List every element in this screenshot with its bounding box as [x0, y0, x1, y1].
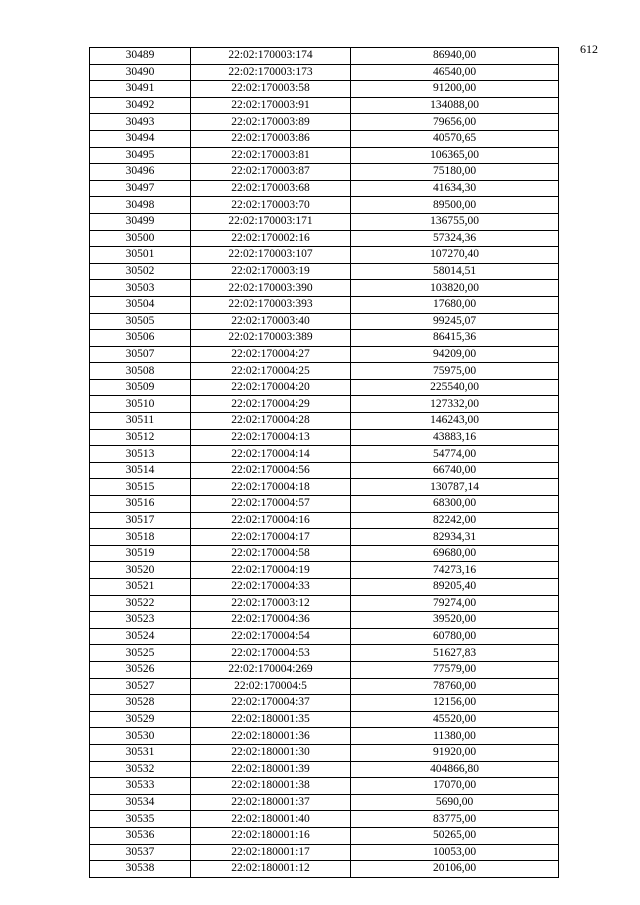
row-number-cell: 30490: [90, 64, 191, 81]
row-number-cell: 30520: [90, 562, 191, 579]
cadastral-number-cell: 22:02:170003:171: [191, 213, 351, 230]
table-row: [90, 761, 559, 778]
table-row: [90, 545, 559, 562]
row-number-cell: 30533: [90, 778, 191, 795]
row-number-cell: 30518: [90, 529, 191, 546]
cadastral-number-cell: 22:02:180001:16: [191, 827, 351, 844]
value-cell: 78760,00: [351, 678, 559, 695]
table-row: [90, 114, 559, 131]
value-cell: 75975,00: [351, 363, 559, 380]
value-cell: 57324,36: [351, 230, 559, 247]
row-number-cell: 30523: [90, 612, 191, 629]
value-cell: 66740,00: [351, 462, 559, 479]
cadastral-number-cell: 22:02:170003:174: [191, 48, 351, 65]
row-number-cell: 30499: [90, 213, 191, 230]
cadastral-number-cell: 22:02:170004:269: [191, 661, 351, 678]
row-number-cell: 30509: [90, 379, 191, 396]
cadastral-number-cell: 22:02:170003:389: [191, 330, 351, 347]
row-number-cell: 30537: [90, 844, 191, 861]
cadastral-number-cell: 22:02:180001:35: [191, 711, 351, 728]
row-number-cell: 30527: [90, 678, 191, 695]
cadastral-number-cell: 22:02:170003:91: [191, 97, 351, 114]
cadastral-number-cell: 22:02:170004:58: [191, 545, 351, 562]
cadastral-value-table: [89, 47, 559, 878]
cadastral-number-cell: 22:02:170003:390: [191, 280, 351, 297]
value-cell: 5690,00: [351, 794, 559, 811]
value-cell: 43883,16: [351, 429, 559, 446]
cadastral-number-cell: 22:02:170004:36: [191, 612, 351, 629]
value-cell: 82242,00: [351, 512, 559, 529]
cadastral-number-cell: 22:02:170003:107: [191, 247, 351, 264]
cadastral-number-cell: 22:02:170003:68: [191, 180, 351, 197]
row-number-cell: 30489: [90, 48, 191, 65]
row-number-cell: 30534: [90, 794, 191, 811]
cadastral-number-cell: 22:02:170004:53: [191, 645, 351, 662]
value-cell: 146243,00: [351, 413, 559, 430]
value-cell: 74273,16: [351, 562, 559, 579]
value-cell: 39520,00: [351, 612, 559, 629]
table-row: [90, 827, 559, 844]
cadastral-number-cell: 22:02:180001:17: [191, 844, 351, 861]
value-cell: 99245,07: [351, 313, 559, 330]
table-row: [90, 612, 559, 629]
cadastral-number-cell: 22:02:170004:20: [191, 379, 351, 396]
row-number-cell: 30517: [90, 512, 191, 529]
table-row: [90, 396, 559, 413]
value-cell: 91920,00: [351, 744, 559, 761]
cadastral-number-cell: 22:02:170004:19: [191, 562, 351, 579]
cadastral-number-cell: 22:02:170003:89: [191, 114, 351, 131]
table-row: [90, 346, 559, 363]
row-number-cell: 30516: [90, 496, 191, 513]
table-row: [90, 48, 559, 65]
row-number-cell: 30530: [90, 728, 191, 745]
value-cell: 79274,00: [351, 595, 559, 612]
cadastral-number-cell: 22:02:170004:5: [191, 678, 351, 695]
table-row: [90, 280, 559, 297]
cadastral-number-cell: 22:02:170004:17: [191, 529, 351, 546]
table-row: [90, 180, 559, 197]
table-row: [90, 429, 559, 446]
table-row: [90, 861, 559, 878]
value-cell: 225540,00: [351, 379, 559, 396]
value-cell: 58014,51: [351, 263, 559, 280]
row-number-cell: 30525: [90, 645, 191, 662]
cadastral-number-cell: 22:02:170002:16: [191, 230, 351, 247]
table-row: [90, 579, 559, 596]
cadastral-number-cell: 22:02:170004:13: [191, 429, 351, 446]
table-row: [90, 661, 559, 678]
row-number-cell: 30515: [90, 479, 191, 496]
cadastral-number-cell: 22:02:180001:36: [191, 728, 351, 745]
value-cell: 107270,40: [351, 247, 559, 264]
table-row: [90, 263, 559, 280]
table-row: [90, 147, 559, 164]
table-row: [90, 811, 559, 828]
cadastral-number-cell: 22:02:170004:28: [191, 413, 351, 430]
table-row: [90, 296, 559, 313]
value-cell: 77579,00: [351, 661, 559, 678]
value-cell: 89205,40: [351, 579, 559, 596]
value-cell: 130787,14: [351, 479, 559, 496]
value-cell: 54774,00: [351, 446, 559, 463]
table-row: [90, 562, 559, 579]
cadastral-number-cell: 22:02:170003:58: [191, 81, 351, 98]
row-number-cell: 30536: [90, 827, 191, 844]
row-number-cell: 30535: [90, 811, 191, 828]
cadastral-number-cell: 22:02:180001:38: [191, 778, 351, 795]
value-cell: 45520,00: [351, 711, 559, 728]
table-row: [90, 230, 559, 247]
table-row: [90, 130, 559, 147]
cadastral-number-cell: 22:02:180001:40: [191, 811, 351, 828]
value-cell: 20106,00: [351, 861, 559, 878]
cadastral-number-cell: 22:02:170004:57: [191, 496, 351, 513]
cadastral-number-cell: 22:02:170003:86: [191, 130, 351, 147]
value-cell: 46540,00: [351, 64, 559, 81]
value-cell: 75180,00: [351, 164, 559, 181]
table-row: [90, 81, 559, 98]
row-number-cell: 30493: [90, 114, 191, 131]
row-number-cell: 30507: [90, 346, 191, 363]
table-row: [90, 628, 559, 645]
row-number-cell: 30504: [90, 296, 191, 313]
value-cell: 17070,00: [351, 778, 559, 795]
cadastral-number-cell: 22:02:180001:37: [191, 794, 351, 811]
cadastral-number-cell: 22:02:170004:14: [191, 446, 351, 463]
page-number: 612: [580, 42, 598, 56]
value-cell: 60780,00: [351, 628, 559, 645]
value-cell: 127332,00: [351, 396, 559, 413]
row-number-cell: 30538: [90, 861, 191, 878]
row-number-cell: 30514: [90, 462, 191, 479]
value-cell: 51627,83: [351, 645, 559, 662]
row-number-cell: 30495: [90, 147, 191, 164]
cadastral-number-cell: 22:02:170004:25: [191, 363, 351, 380]
table-row: [90, 794, 559, 811]
table-row: [90, 247, 559, 264]
row-number-cell: 30512: [90, 429, 191, 446]
value-cell: 89500,00: [351, 197, 559, 214]
row-number-cell: 30526: [90, 661, 191, 678]
value-cell: 68300,00: [351, 496, 559, 513]
cadastral-number-cell: 22:02:170004:33: [191, 579, 351, 596]
row-number-cell: 30505: [90, 313, 191, 330]
table-row: [90, 512, 559, 529]
table-row: [90, 97, 559, 114]
cadastral-number-cell: 22:02:170004:29: [191, 396, 351, 413]
cadastral-number-cell: 22:02:170004:56: [191, 462, 351, 479]
cadastral-number-cell: 22:02:170003:393: [191, 296, 351, 313]
value-cell: 69680,00: [351, 545, 559, 562]
cadastral-number-cell: 22:02:170003:19: [191, 263, 351, 280]
cadastral-number-cell: 22:02:180001:12: [191, 861, 351, 878]
value-cell: 12156,00: [351, 695, 559, 712]
row-number-cell: 30513: [90, 446, 191, 463]
table-row: [90, 330, 559, 347]
row-number-cell: 30503: [90, 280, 191, 297]
table-row: [90, 479, 559, 496]
value-cell: 91200,00: [351, 81, 559, 98]
table-row: [90, 711, 559, 728]
row-number-cell: 30494: [90, 130, 191, 147]
value-cell: 50265,00: [351, 827, 559, 844]
cadastral-number-cell: 22:02:170003:173: [191, 64, 351, 81]
row-number-cell: 30511: [90, 413, 191, 430]
table-row: [90, 778, 559, 795]
cadastral-number-cell: 22:02:170004:37: [191, 695, 351, 712]
cadastral-number-cell: 22:02:170004:16: [191, 512, 351, 529]
row-number-cell: 30510: [90, 396, 191, 413]
row-number-cell: 30522: [90, 595, 191, 612]
row-number-cell: 30497: [90, 180, 191, 197]
cadastral-number-cell: 22:02:170004:54: [191, 628, 351, 645]
value-cell: 86940,00: [351, 48, 559, 65]
table-row: [90, 744, 559, 761]
row-number-cell: 30521: [90, 579, 191, 596]
row-number-cell: 30501: [90, 247, 191, 264]
row-number-cell: 30524: [90, 628, 191, 645]
row-number-cell: 30508: [90, 363, 191, 380]
row-number-cell: 30498: [90, 197, 191, 214]
value-cell: 10053,00: [351, 844, 559, 861]
table-row: [90, 313, 559, 330]
value-cell: 134088,00: [351, 97, 559, 114]
table-row: [90, 213, 559, 230]
row-number-cell: 30496: [90, 164, 191, 181]
value-cell: 40570,65: [351, 130, 559, 147]
value-cell: 103820,00: [351, 280, 559, 297]
table-row: [90, 496, 559, 513]
table-row: [90, 595, 559, 612]
row-number-cell: 30531: [90, 744, 191, 761]
cadastral-number-cell: 22:02:170003:12: [191, 595, 351, 612]
row-number-cell: 30500: [90, 230, 191, 247]
value-cell: 136755,00: [351, 213, 559, 230]
cadastral-number-cell: 22:02:170003:70: [191, 197, 351, 214]
value-cell: 41634,30: [351, 180, 559, 197]
table-body: [90, 48, 559, 878]
table-row: [90, 413, 559, 430]
row-number-cell: 30519: [90, 545, 191, 562]
value-cell: 79656,00: [351, 114, 559, 131]
value-cell: 86415,36: [351, 330, 559, 347]
table-row: [90, 379, 559, 396]
value-cell: 17680,00: [351, 296, 559, 313]
cadastral-number-cell: 22:02:180001:39: [191, 761, 351, 778]
row-number-cell: 30491: [90, 81, 191, 98]
cadastral-number-cell: 22:02:170003:87: [191, 164, 351, 181]
row-number-cell: 30528: [90, 695, 191, 712]
value-cell: 83775,00: [351, 811, 559, 828]
value-cell: 82934,31: [351, 529, 559, 546]
value-cell: 11380,00: [351, 728, 559, 745]
row-number-cell: 30532: [90, 761, 191, 778]
cadastral-number-cell: 22:02:180001:30: [191, 744, 351, 761]
row-number-cell: 30502: [90, 263, 191, 280]
value-cell: 94209,00: [351, 346, 559, 363]
cadastral-number-cell: 22:02:170003:40: [191, 313, 351, 330]
row-number-cell: 30492: [90, 97, 191, 114]
table-row: [90, 695, 559, 712]
table-row: [90, 529, 559, 546]
table-row: [90, 678, 559, 695]
cadastral-number-cell: 22:02:170004:18: [191, 479, 351, 496]
value-cell: 404866,80: [351, 761, 559, 778]
table-row: [90, 728, 559, 745]
table-row: [90, 446, 559, 463]
table-row: [90, 462, 559, 479]
table-row: [90, 197, 559, 214]
table-row: [90, 844, 559, 861]
table-row: [90, 64, 559, 81]
row-number-cell: 30529: [90, 711, 191, 728]
table-row: [90, 164, 559, 181]
cadastral-number-cell: 22:02:170004:27: [191, 346, 351, 363]
cadastral-number-cell: 22:02:170003:81: [191, 147, 351, 164]
row-number-cell: 30506: [90, 330, 191, 347]
table-row: [90, 363, 559, 380]
table-row: [90, 645, 559, 662]
value-cell: 106365,00: [351, 147, 559, 164]
